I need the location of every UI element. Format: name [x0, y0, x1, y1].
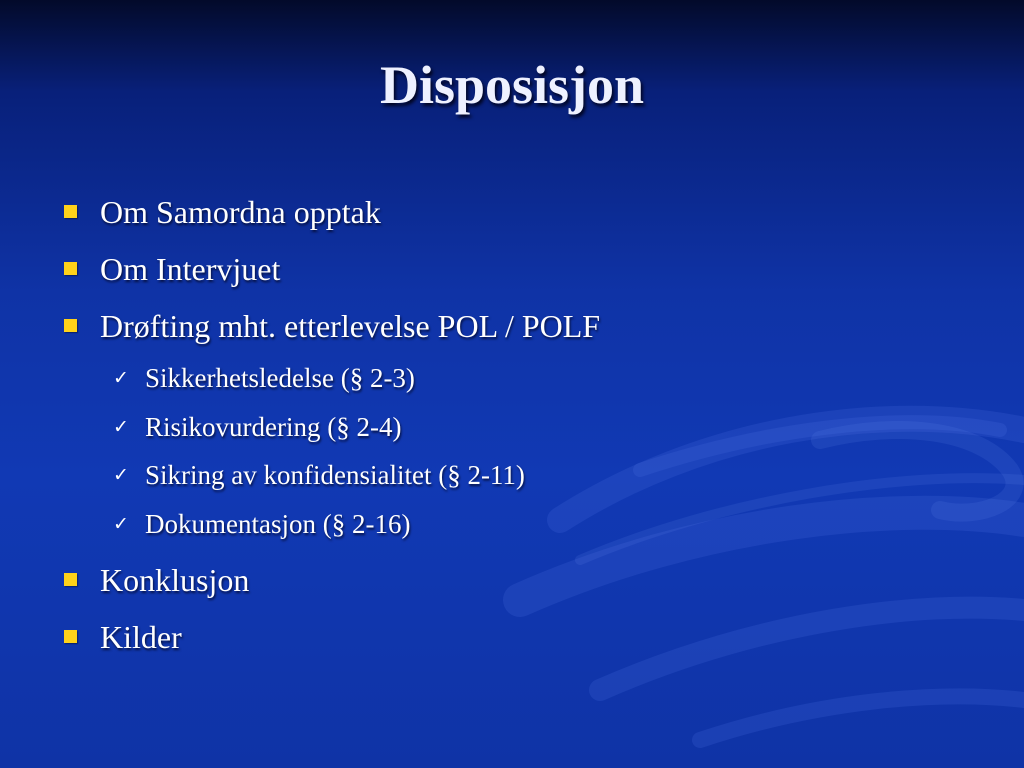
- slide-title: Disposisjon: [379, 55, 645, 115]
- list-item: Drøfting mht. etterlevelse POL / POLF: [100, 308, 601, 344]
- sub-list-item: Risikovurdering (§ 2-4): [145, 412, 402, 442]
- checkmark-bullet-icon: ✓: [113, 367, 129, 389]
- square-bullet-icon: [64, 262, 77, 275]
- list-item: Om Intervjuet: [100, 251, 281, 287]
- square-bullet-icon: [64, 205, 77, 218]
- square-bullet-icon: [64, 319, 77, 332]
- checkmark-bullet-icon: ✓: [113, 416, 129, 438]
- sub-list-item: Sikring av konfidensialitet (§ 2-11): [145, 460, 525, 490]
- list-item: Konklusjon: [100, 562, 250, 598]
- list-item: Kilder: [100, 619, 182, 655]
- square-bullet-icon: [64, 573, 77, 586]
- sub-list-item: Sikkerhetsledelse (§ 2-3): [145, 363, 415, 393]
- square-bullet-icon: [64, 630, 77, 643]
- list-item: Om Samordna opptak: [100, 194, 381, 230]
- sub-list-item: Dokumentasjon (§ 2-16): [145, 509, 411, 539]
- checkmark-bullet-icon: ✓: [113, 464, 129, 486]
- checkmark-bullet-icon: ✓: [113, 513, 129, 535]
